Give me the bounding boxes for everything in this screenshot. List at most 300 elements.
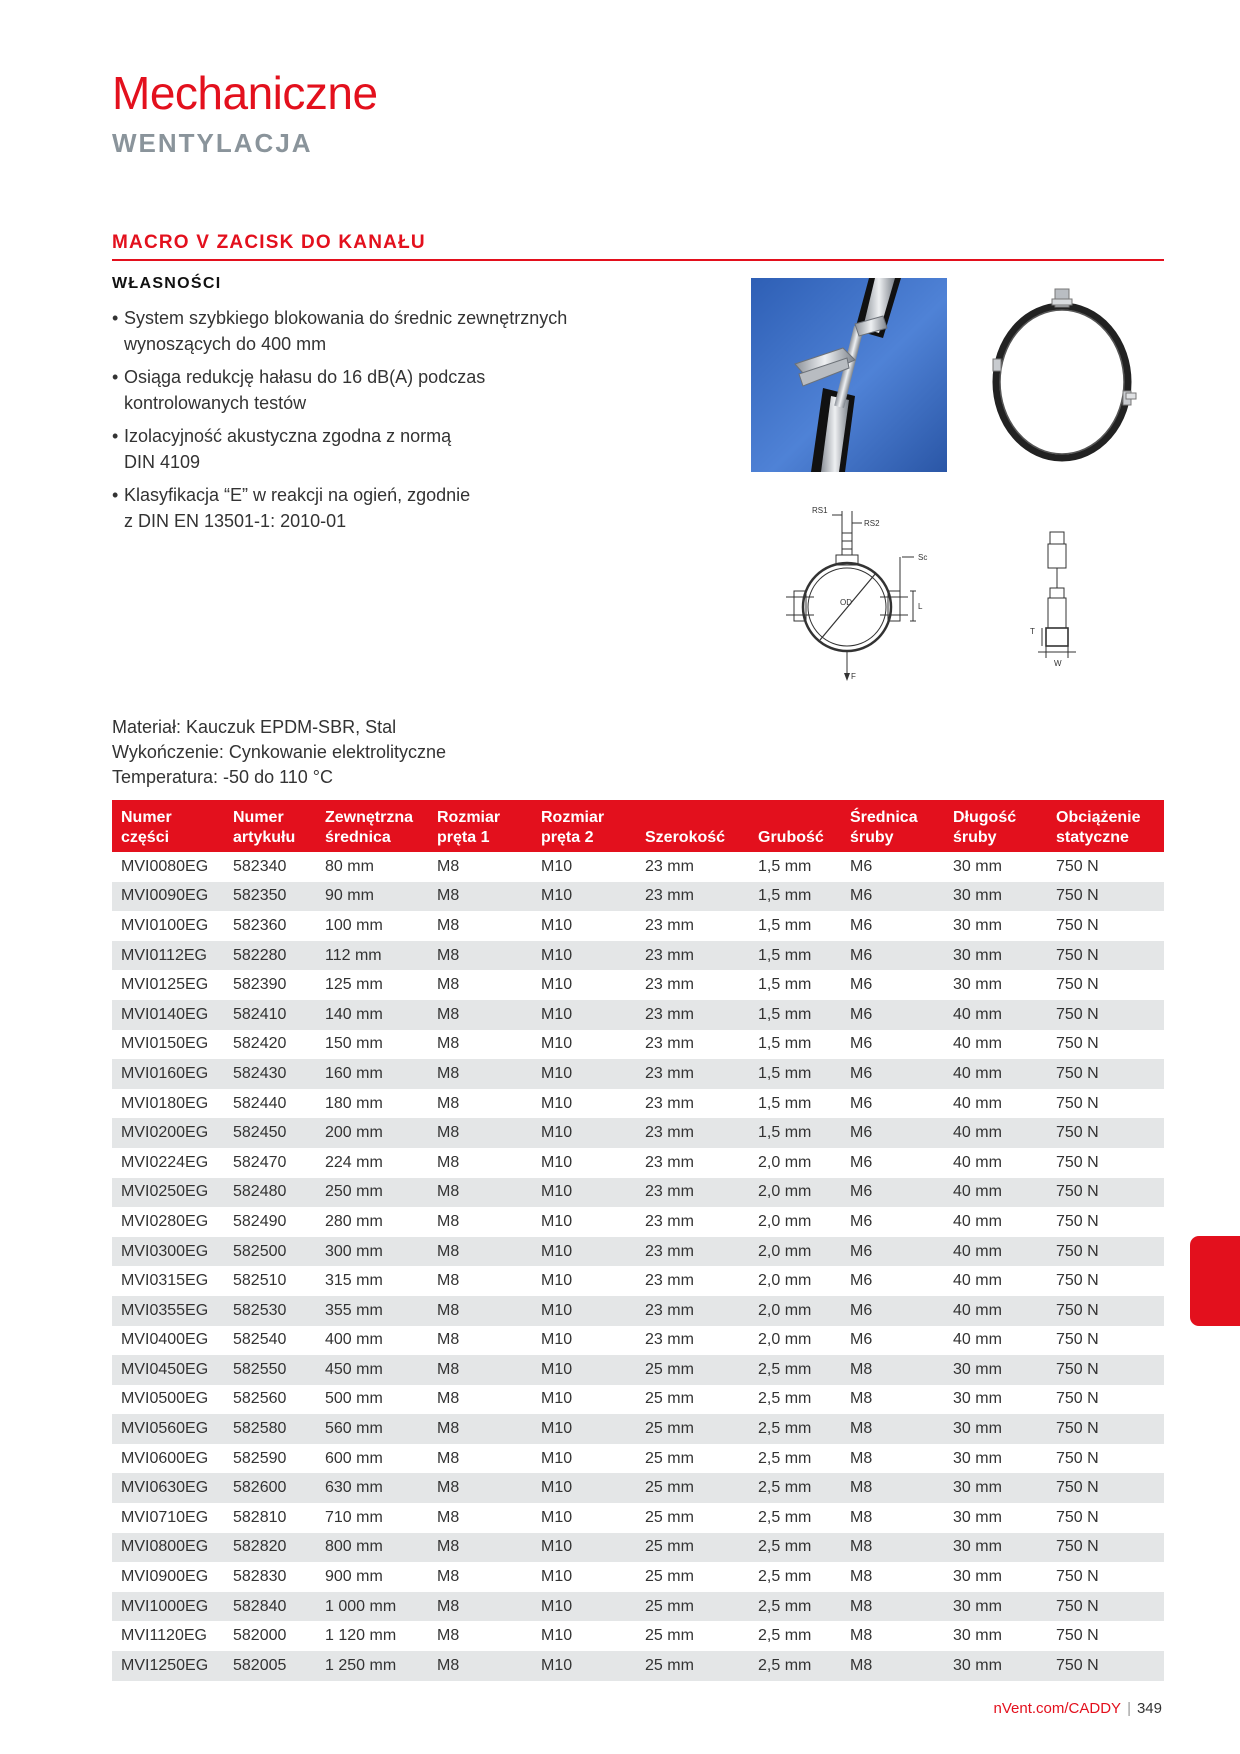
table-cell: 750 N xyxy=(1047,1592,1164,1622)
table-cell: 750 N xyxy=(1047,1473,1164,1503)
table-cell: M10 xyxy=(532,941,636,971)
table-cell: 23 mm xyxy=(645,1035,694,1053)
table-cell: M10 xyxy=(541,1153,573,1171)
table-cell: 180 mm xyxy=(325,1094,383,1112)
finish-text: Wykończenie: Cynkowanie elektrolityczne xyxy=(112,742,446,762)
table-cell: M8 xyxy=(850,1627,873,1645)
table-cell: 30 mm xyxy=(953,1627,1002,1645)
table-cell: 40 mm xyxy=(953,1035,1002,1053)
drawing-label-w: W xyxy=(1054,659,1062,668)
table-cell: 2,5 mm xyxy=(758,1390,812,1408)
table-cell: M6 xyxy=(841,1296,944,1326)
table-cell: 582005 xyxy=(224,1651,316,1681)
table-cell: M10 xyxy=(541,1508,573,1526)
table-cell: M6 xyxy=(841,1237,944,1267)
table-cell: M10 xyxy=(541,1331,573,1349)
table-cell: 750 N xyxy=(1047,941,1164,971)
table-cell: 1,5 mm xyxy=(749,1059,841,1089)
table-cell: 315 mm xyxy=(325,1272,383,1290)
table-cell: 750 N xyxy=(1056,1094,1099,1112)
table-cell: M8 xyxy=(437,1094,460,1112)
table-cell: M10 xyxy=(532,1533,636,1563)
drawing-label-rs2: RS2 xyxy=(864,519,880,528)
table-cell: M8 xyxy=(428,1592,532,1622)
table-cell: M6 xyxy=(850,1212,873,1230)
table-cell: M6 xyxy=(850,1272,873,1290)
table-cell: 23 mm xyxy=(636,1178,749,1208)
drawing-label-rs1: RS1 xyxy=(812,506,828,515)
table-cell: M8 xyxy=(437,916,460,934)
table-cell: 2,0 mm xyxy=(749,1178,841,1208)
table-cell: 600 mm xyxy=(325,1449,383,1467)
material-info xyxy=(112,715,446,790)
feature-item: • Izolacyjność akustyczna zgodna z normą DIN 4109 xyxy=(112,424,632,475)
table-cell: M10 xyxy=(541,1390,573,1408)
table-cell: 23 mm xyxy=(645,1272,694,1290)
table-cell: M10 xyxy=(541,1568,573,1586)
table-cell: 582820 xyxy=(224,1533,316,1563)
table-cell: M10 xyxy=(541,857,573,875)
table-cell: M8 xyxy=(850,1390,873,1408)
material-text: Materiał: Kauczuk EPDM-SBR, Stal xyxy=(112,717,397,737)
table-cell: MVI0150EG xyxy=(121,1035,209,1053)
table-cell: 160 mm xyxy=(316,1059,428,1089)
table-row xyxy=(112,1059,1164,1089)
table-cell: 800 mm xyxy=(316,1533,428,1563)
table-cell: 25 mm xyxy=(636,1355,749,1385)
table-cell: MVI0140EG xyxy=(112,1000,224,1030)
table-cell: 30 mm xyxy=(944,1355,1047,1385)
table-cell: M6 xyxy=(850,1153,873,1171)
table-cell: 30 mm xyxy=(953,916,1002,934)
table-cell: M10 xyxy=(532,1237,636,1267)
table-cell: 23 mm xyxy=(645,1094,694,1112)
table-cell: 2,5 mm xyxy=(749,1651,841,1681)
table-cell: 25 mm xyxy=(636,1414,749,1444)
table-row xyxy=(112,1148,1164,1178)
table-cell: 2,5 mm xyxy=(749,1473,841,1503)
table-cell: 25 mm xyxy=(636,1592,749,1622)
table-cell: M8 xyxy=(841,1355,944,1385)
table-cell: M8 xyxy=(428,1296,532,1326)
table-cell: 750 N xyxy=(1047,882,1164,912)
table-cell: 750 N xyxy=(1056,976,1099,994)
table-cell: M6 xyxy=(841,1178,944,1208)
table-cell: 90 mm xyxy=(316,882,428,912)
page-footer xyxy=(994,1700,1163,1717)
table-cell: 25 mm xyxy=(645,1508,694,1526)
table-row xyxy=(112,1326,1164,1356)
table-cell: MVI0080EG xyxy=(121,857,209,875)
table-cell: MVI0500EG xyxy=(121,1390,209,1408)
table-cell: 40 mm xyxy=(944,1059,1047,1089)
table-cell: M6 xyxy=(841,1118,944,1148)
table-cell: M10 xyxy=(532,1118,636,1148)
table-cell: M10 xyxy=(532,882,636,912)
table-cell: 400 mm xyxy=(325,1331,383,1349)
table-cell: M10 xyxy=(532,1651,636,1681)
table-cell: M8 xyxy=(428,941,532,971)
table-cell: 150 mm xyxy=(325,1035,383,1053)
column-header: Zewnętrzna średnica xyxy=(316,800,428,852)
table-cell: M10 xyxy=(532,1414,636,1444)
table-cell: 750 N xyxy=(1056,1449,1099,1467)
section-tab xyxy=(1190,1236,1240,1326)
table-cell: 1 250 mm xyxy=(316,1651,428,1681)
table-cell: 582600 xyxy=(224,1473,316,1503)
page-number: 349 xyxy=(1136,1700,1162,1717)
table-cell: M10 xyxy=(541,1094,573,1112)
table-cell: M6 xyxy=(841,941,944,971)
table-cell: 582550 xyxy=(224,1355,316,1385)
table-cell: MVI0100EG xyxy=(121,916,209,934)
table-cell: 750 N xyxy=(1047,1000,1164,1030)
table-cell: 582840 xyxy=(224,1592,316,1622)
table-row xyxy=(112,1503,1164,1533)
table-row xyxy=(112,970,1164,1000)
table-cell: 750 N xyxy=(1047,1237,1164,1267)
table-cell: 23 mm xyxy=(645,976,694,994)
table-cell: 582510 xyxy=(233,1272,287,1290)
table-cell: M6 xyxy=(841,882,944,912)
table-cell: 25 mm xyxy=(645,1390,694,1408)
table-cell: 582470 xyxy=(233,1153,287,1171)
table-cell: 40 mm xyxy=(944,1000,1047,1030)
table-cell: M6 xyxy=(841,1000,944,1030)
table-cell: M10 xyxy=(532,1059,636,1089)
table-cell: 750 N xyxy=(1056,1212,1099,1230)
table-cell: MVI0200EG xyxy=(112,1118,224,1148)
table-cell: M8 xyxy=(428,1533,532,1563)
table-cell: 582540 xyxy=(233,1331,287,1349)
table-cell: M10 xyxy=(541,1627,573,1645)
table-cell: 30 mm xyxy=(944,1473,1047,1503)
table-cell: 23 mm xyxy=(645,857,694,875)
table-cell: M10 xyxy=(541,1449,573,1467)
table-cell: 25 mm xyxy=(645,1568,694,1586)
drawing-label-sc: Sc xyxy=(918,553,928,562)
temperature-text: Temperatura: -50 do 110 °C xyxy=(112,767,333,787)
table-cell: 224 mm xyxy=(325,1153,383,1171)
table-cell: M6 xyxy=(850,857,873,875)
spec-table xyxy=(112,800,1164,1681)
table-cell: 355 mm xyxy=(316,1296,428,1326)
table-cell: 750 N xyxy=(1047,1533,1164,1563)
table-row xyxy=(112,1621,1164,1651)
footer-separator: | xyxy=(1127,1700,1131,1717)
table-cell: 2,0 mm xyxy=(758,1331,812,1349)
table-row xyxy=(112,1089,1164,1119)
table-row xyxy=(112,1385,1164,1415)
table-header-row xyxy=(112,800,1164,852)
table-cell: 582350 xyxy=(224,882,316,912)
table-row xyxy=(112,1207,1164,1237)
table-cell: 30 mm xyxy=(944,1651,1047,1681)
table-cell: 582440 xyxy=(233,1094,287,1112)
table-cell: M8 xyxy=(437,976,460,994)
table-cell: M8 xyxy=(437,1568,460,1586)
table-row xyxy=(112,911,1164,941)
table-cell: 2,0 mm xyxy=(749,1237,841,1267)
column-header: Długość śruby xyxy=(944,800,1047,852)
table-cell: 582390 xyxy=(233,976,287,994)
table-cell: M8 xyxy=(841,1592,944,1622)
table-cell: 750 N xyxy=(1056,1331,1099,1349)
table-cell: M8 xyxy=(841,1414,944,1444)
product-photo xyxy=(751,278,947,472)
table-cell: 630 mm xyxy=(316,1473,428,1503)
table-cell: 582360 xyxy=(233,916,287,934)
table-cell: M8 xyxy=(850,1449,873,1467)
table-cell: 250 mm xyxy=(316,1178,428,1208)
table-cell: M8 xyxy=(437,1331,460,1349)
table-cell: MVI0560EG xyxy=(112,1414,224,1444)
table-cell: M8 xyxy=(850,1508,873,1526)
table-cell: 1 000 mm xyxy=(316,1592,428,1622)
table-cell: 2,0 mm xyxy=(758,1212,812,1230)
table-cell: 2,5 mm xyxy=(749,1414,841,1444)
table-cell: 30 mm xyxy=(944,1592,1047,1622)
table-cell: MVI0630EG xyxy=(112,1473,224,1503)
table-cell: 750 N xyxy=(1056,1035,1099,1053)
table-cell: 582280 xyxy=(224,941,316,971)
table-cell: M8 xyxy=(428,1414,532,1444)
table-cell: M8 xyxy=(437,1212,460,1230)
table-cell: MVI0224EG xyxy=(121,1153,209,1171)
table-cell: 140 mm xyxy=(316,1000,428,1030)
table-cell: MVI0355EG xyxy=(112,1296,224,1326)
table-cell: 750 N xyxy=(1056,1627,1099,1645)
table-cell: 2,0 mm xyxy=(758,1153,812,1171)
table-cell: 450 mm xyxy=(316,1355,428,1385)
table-cell: M8 xyxy=(437,1449,460,1467)
table-cell: 582810 xyxy=(233,1508,287,1526)
table-cell: 23 mm xyxy=(645,1153,694,1171)
table-cell: 582490 xyxy=(233,1212,287,1230)
table-cell: 30 mm xyxy=(953,1508,1002,1526)
table-cell: 750 N xyxy=(1056,857,1099,875)
table-row xyxy=(112,1118,1164,1148)
table-cell: M8 xyxy=(437,857,460,875)
table-cell: 2,0 mm xyxy=(749,1296,841,1326)
table-cell: MVI0090EG xyxy=(112,882,224,912)
table-row xyxy=(112,1562,1164,1592)
table-cell: 30 mm xyxy=(953,976,1002,994)
table-cell: 2,5 mm xyxy=(758,1568,812,1586)
table-cell: 2,5 mm xyxy=(749,1533,841,1563)
table-cell: M8 xyxy=(428,1118,532,1148)
table-row xyxy=(112,1651,1164,1681)
table-cell: 582480 xyxy=(224,1178,316,1208)
table-cell: M8 xyxy=(428,1178,532,1208)
table-cell: 40 mm xyxy=(944,1296,1047,1326)
table-row xyxy=(112,1237,1164,1267)
table-cell: M6 xyxy=(850,1035,873,1053)
table-row xyxy=(112,1444,1164,1474)
table-cell: 582830 xyxy=(233,1568,287,1586)
table-cell: MVI0180EG xyxy=(121,1094,209,1112)
column-header: Numer części xyxy=(112,800,224,852)
table-cell: 1,5 mm xyxy=(758,1035,812,1053)
table-cell: 750 N xyxy=(1047,1178,1164,1208)
table-cell: 750 N xyxy=(1047,1059,1164,1089)
table-cell: 300 mm xyxy=(316,1237,428,1267)
table-cell: MVI0450EG xyxy=(112,1355,224,1385)
table-cell: 1,5 mm xyxy=(749,1000,841,1030)
table-cell: 750 N xyxy=(1047,1414,1164,1444)
table-cell: 23 mm xyxy=(636,1296,749,1326)
table-row xyxy=(112,1414,1164,1444)
footer-url: nVent.com/CADDY xyxy=(993,1700,1122,1717)
table-cell: 200 mm xyxy=(316,1118,428,1148)
table-cell: 1,5 mm xyxy=(758,857,812,875)
table-cell: 1,5 mm xyxy=(758,1094,812,1112)
technical-drawing-side xyxy=(1020,528,1100,688)
table-cell: M10 xyxy=(541,916,573,934)
table-cell: M8 xyxy=(428,1355,532,1385)
page-title: Mechaniczne xyxy=(112,67,378,119)
table-cell: MVI0160EG xyxy=(112,1059,224,1089)
table-cell: 30 mm xyxy=(953,857,1002,875)
table-cell: 1,5 mm xyxy=(749,941,841,971)
section-divider xyxy=(112,259,1164,261)
table-cell: 710 mm xyxy=(325,1508,383,1526)
table-cell: M6 xyxy=(850,976,873,994)
table-cell: 40 mm xyxy=(944,1118,1047,1148)
table-cell: MVI0112EG xyxy=(112,941,224,971)
table-cell: 23 mm xyxy=(636,1237,749,1267)
table-cell: 750 N xyxy=(1056,1508,1099,1526)
column-header: Grubość xyxy=(749,800,841,852)
table-cell: 25 mm xyxy=(636,1651,749,1681)
table-cell: M10 xyxy=(541,1212,573,1230)
table-cell: MVI1000EG xyxy=(112,1592,224,1622)
table-cell: 25 mm xyxy=(645,1627,694,1645)
feature-item: • System szybkiego blokowania do średnic zewnętrznych wynoszących do 400 mm xyxy=(112,306,632,357)
table-cell: MVI0800EG xyxy=(112,1533,224,1563)
table-cell: 750 N xyxy=(1056,1272,1099,1290)
table-cell: 2,5 mm xyxy=(758,1627,812,1645)
table-cell: 40 mm xyxy=(953,1272,1002,1290)
table-row xyxy=(112,1178,1164,1208)
table-row xyxy=(112,1473,1164,1503)
table-cell: 750 N xyxy=(1056,1390,1099,1408)
table-cell: M8 xyxy=(437,1153,460,1171)
table-cell: 112 mm xyxy=(316,941,428,971)
table-cell: 582420 xyxy=(233,1035,287,1053)
table-cell: M8 xyxy=(437,1272,460,1290)
table-cell: 582590 xyxy=(233,1449,287,1467)
table-row xyxy=(112,1000,1164,1030)
table-cell: M8 xyxy=(437,1390,460,1408)
table-body xyxy=(112,852,1164,1681)
table-cell: MVI0400EG xyxy=(121,1331,209,1349)
drawing-label-od: OD xyxy=(840,598,852,607)
table-cell: M8 xyxy=(437,1627,460,1645)
table-cell: 2,5 mm xyxy=(749,1355,841,1385)
table-cell: 40 mm xyxy=(953,1331,1002,1349)
table-cell: M8 xyxy=(437,1035,460,1053)
table-row xyxy=(112,852,1164,882)
table-row xyxy=(112,1592,1164,1622)
table-cell: M8 xyxy=(428,1059,532,1089)
table-cell: 30 mm xyxy=(953,1449,1002,1467)
column-header: Rozmiar pręta 1 xyxy=(428,800,532,852)
table-cell: 23 mm xyxy=(645,1331,694,1349)
table-cell: 30 mm xyxy=(944,1533,1047,1563)
drawing-label-t: T xyxy=(1030,627,1035,636)
feature-item: • Osiąga redukcję hałasu do 16 dB(A) podczas kontrolowanych testów xyxy=(112,365,632,416)
table-cell: MVI0315EG xyxy=(121,1272,209,1290)
page-subtitle: WENTYLACJA xyxy=(112,128,313,158)
table-cell: M6 xyxy=(850,1331,873,1349)
table-cell: M10 xyxy=(532,1355,636,1385)
table-cell: 30 mm xyxy=(953,1568,1002,1586)
table-cell: 582560 xyxy=(233,1390,287,1408)
table-cell: M10 xyxy=(532,1296,636,1326)
drawing-label-l: L xyxy=(918,602,923,611)
table-cell: MVI0300EG xyxy=(112,1237,224,1267)
table-cell: M8 xyxy=(428,882,532,912)
table-cell: 750 N xyxy=(1047,1118,1164,1148)
table-cell: 1 120 mm xyxy=(325,1627,397,1645)
table-row xyxy=(112,1266,1164,1296)
table-cell: 1,5 mm xyxy=(749,882,841,912)
table-cell: M10 xyxy=(541,1035,573,1053)
table-cell: 40 mm xyxy=(944,1237,1047,1267)
table-cell: M8 xyxy=(850,1568,873,1586)
table-cell: 25 mm xyxy=(636,1533,749,1563)
table-cell: M8 xyxy=(841,1473,944,1503)
column-header: Rozmiar pręta 2 xyxy=(532,800,636,852)
features-list xyxy=(112,306,632,542)
table-cell: 1,5 mm xyxy=(758,976,812,994)
table-cell: MVI0900EG xyxy=(121,1568,209,1586)
table-row xyxy=(112,1296,1164,1326)
table-cell: MVI0250EG xyxy=(112,1178,224,1208)
table-cell: 750 N xyxy=(1056,1153,1099,1171)
table-cell: 582530 xyxy=(224,1296,316,1326)
table-cell: 2,0 mm xyxy=(758,1272,812,1290)
table-cell: 23 mm xyxy=(636,882,749,912)
column-header: Szerokość xyxy=(636,800,749,852)
table-cell: M10 xyxy=(532,1178,636,1208)
table-cell: M6 xyxy=(850,1094,873,1112)
table-cell: 582410 xyxy=(224,1000,316,1030)
technical-drawing-front xyxy=(770,505,960,685)
table-cell: M10 xyxy=(541,976,573,994)
table-cell: 2,5 mm xyxy=(758,1449,812,1467)
table-cell: MVI1250EG xyxy=(112,1651,224,1681)
table-cell: 23 mm xyxy=(636,1118,749,1148)
column-header: Numer artykułu xyxy=(224,800,316,852)
table-cell: 30 mm xyxy=(944,882,1047,912)
features-heading: WŁASNOŚCI xyxy=(112,275,222,292)
table-cell: 100 mm xyxy=(325,916,383,934)
table-cell: M8 xyxy=(841,1533,944,1563)
table-cell: 80 mm xyxy=(325,857,374,875)
table-cell: M8 xyxy=(428,1651,532,1681)
table-row xyxy=(112,882,1164,912)
table-cell: 30 mm xyxy=(953,1390,1002,1408)
table-row xyxy=(112,1533,1164,1563)
table-cell: 750 N xyxy=(1047,1296,1164,1326)
table-cell: 582430 xyxy=(224,1059,316,1089)
table-cell: 900 mm xyxy=(325,1568,383,1586)
table-cell: 1,5 mm xyxy=(749,1118,841,1148)
table-cell: 30 mm xyxy=(944,941,1047,971)
table-cell: M10 xyxy=(541,1272,573,1290)
